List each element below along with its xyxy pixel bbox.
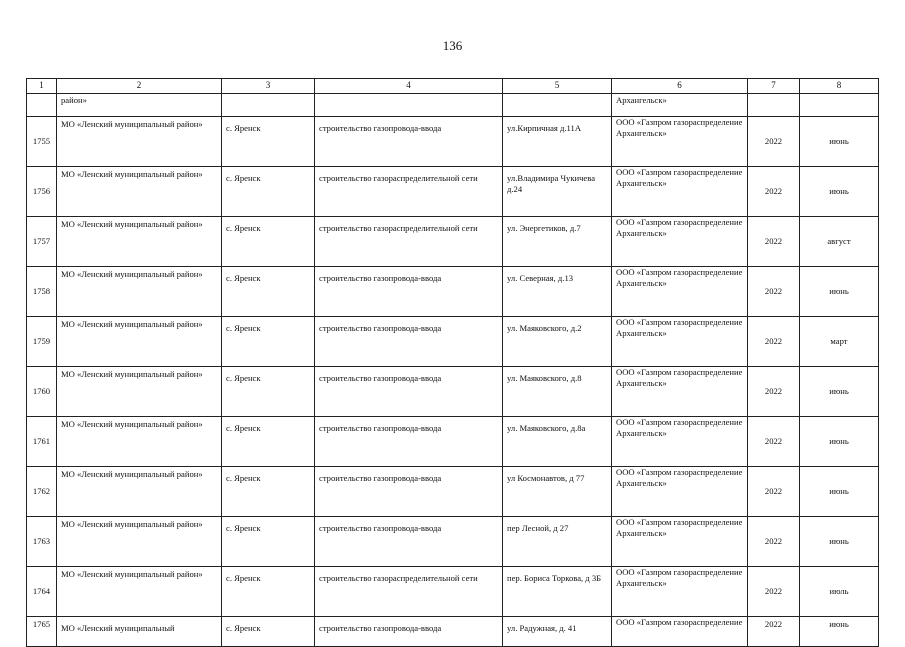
- column-number: 3: [222, 79, 315, 94]
- cell-municipality: район»: [57, 93, 222, 116]
- cell-organization: ООО «Газпром газораспределение Архангельск»: [612, 416, 748, 466]
- cell-locality: с. Яренск: [222, 266, 315, 316]
- cell-work: строительство газопровода-ввода: [315, 116, 503, 166]
- cell-no: [27, 93, 57, 116]
- cell-address: ул. Маяковского, д.2: [503, 316, 612, 366]
- table-row: [27, 266, 879, 316]
- cell-address: пер. Бориса Торкова, д 3Б: [503, 566, 612, 616]
- table-row: [27, 466, 879, 516]
- cell-locality: с. Яренск: [222, 366, 315, 416]
- cell-no: 1763: [27, 516, 57, 566]
- cell-month: июнь: [800, 166, 879, 216]
- cell-municipality: МО «Ленский муниципальный район»: [57, 266, 222, 316]
- table-body: [27, 79, 879, 647]
- cell-work: строительство газопровода-ввода: [315, 266, 503, 316]
- cell-locality: с. Яренск: [222, 116, 315, 166]
- column-number: 7: [748, 79, 800, 94]
- column-number: 4: [315, 79, 503, 94]
- cell-municipality: МО «Ленский муниципальный район»: [57, 366, 222, 416]
- cell-organization: ООО «Газпром газораспределение Архангельск»: [612, 266, 748, 316]
- table-row: [27, 216, 879, 266]
- column-number: 5: [503, 79, 612, 94]
- cell-no: 1760: [27, 366, 57, 416]
- cell-no: 1762: [27, 466, 57, 516]
- cell-no: 1758: [27, 266, 57, 316]
- cell-locality: с. Яренск: [222, 466, 315, 516]
- cell-organization: ООО «Газпром газораспределение Архангельск»: [612, 216, 748, 266]
- page-number: 136: [442, 38, 463, 53]
- column-number: 8: [800, 79, 879, 94]
- cell-work: [315, 93, 503, 116]
- cell-organization: ООО «Газпром газораспределение Архангельск»: [612, 316, 748, 366]
- cell-address: ул Космонавтов, д 77: [503, 466, 612, 516]
- cell-no: 1755: [27, 116, 57, 166]
- cell-year: [748, 93, 800, 116]
- cell-work: строительство газопровода-ввода: [315, 366, 503, 416]
- cell-municipality: МО «Ленский муниципальный район»: [57, 116, 222, 166]
- cell-municipality: МО «Ленский муниципальный район»: [57, 516, 222, 566]
- cell-locality: с. Яренск: [222, 416, 315, 466]
- cell-municipality: МО «Ленский муниципальный район»: [57, 316, 222, 366]
- cell-organization: ООО «Газпром газораспределение Архангельск»: [612, 166, 748, 216]
- column-number: 1: [27, 79, 57, 94]
- cell-address: пер Лесной, д 27: [503, 516, 612, 566]
- table-row: [27, 166, 879, 216]
- cell-work: строительство газопровода-ввода: [315, 416, 503, 466]
- cell-organization: Архангельск»: [612, 93, 748, 116]
- cell-month: июнь: [800, 466, 879, 516]
- cell-address: ул.Владимира Чукичева д.24: [503, 166, 612, 216]
- cell-organization: ООО «Газпром газораспределение Архангельск»: [612, 566, 748, 616]
- cell-no: 1761: [27, 416, 57, 466]
- cell-locality: с. Яренск: [222, 566, 315, 616]
- cell-municipality: МО «Ленский муниципальный район»: [57, 566, 222, 616]
- cell-organization: ООО «Газпром газораспределение Архангельск»: [612, 516, 748, 566]
- cell-municipality: МО «Ленский муниципальный: [57, 616, 222, 646]
- cell-month: [800, 93, 879, 116]
- cell-month: июнь: [800, 366, 879, 416]
- table-row: [27, 416, 879, 466]
- cell-no: 1764: [27, 566, 57, 616]
- table-row: [27, 116, 879, 166]
- cell-no: 1759: [27, 316, 57, 366]
- cell-municipality: МО «Ленский муниципальный район»: [57, 466, 222, 516]
- cell-address: ул. Энергетиков, д.7: [503, 216, 612, 266]
- table-row: [27, 566, 879, 616]
- cell-address: ул. Маяковского, д.8: [503, 366, 612, 416]
- cell-locality: с. Яренск: [222, 216, 315, 266]
- cell-municipality: МО «Ленский муниципальный район»: [57, 416, 222, 466]
- cell-year: 2022: [748, 416, 800, 466]
- continuation-row: [27, 93, 879, 116]
- cell-month: июнь: [800, 616, 879, 646]
- cell-work: строительство газопровода-ввода: [315, 316, 503, 366]
- cell-month: июль: [800, 566, 879, 616]
- cell-organization: ООО «Газпром газораспределение Архангельск»: [612, 466, 748, 516]
- cell-work: строительство газопровода-ввода: [315, 466, 503, 516]
- cell-month: август: [800, 216, 879, 266]
- cell-address: ул. Маяковского, д.8а: [503, 416, 612, 466]
- cell-locality: с. Яренск: [222, 516, 315, 566]
- cell-year: 2022: [748, 366, 800, 416]
- cell-work: строительство газораспределительной сети: [315, 216, 503, 266]
- cell-month: июнь: [800, 116, 879, 166]
- cell-month: июнь: [800, 516, 879, 566]
- cell-year: 2022: [748, 616, 800, 646]
- cell-year: 2022: [748, 466, 800, 516]
- cell-year: 2022: [748, 216, 800, 266]
- cell-year: 2022: [748, 116, 800, 166]
- cell-organization: ООО «Газпром газораспределение: [612, 616, 748, 646]
- cell-municipality: МО «Ленский муниципальный район»: [57, 216, 222, 266]
- cell-work: строительство газораспределительной сети: [315, 566, 503, 616]
- table-row: [27, 516, 879, 566]
- cell-locality: с. Яренск: [222, 166, 315, 216]
- cell-no: 1756: [27, 166, 57, 216]
- cell-organization: ООО «Газпром газораспределение Архангельск»: [612, 116, 748, 166]
- column-number-row: [27, 79, 879, 94]
- cell-year: 2022: [748, 566, 800, 616]
- cell-organization: ООО «Газпром газораспределение Архангельск»: [612, 366, 748, 416]
- cell-month: март: [800, 316, 879, 366]
- cell-locality: [222, 93, 315, 116]
- cell-address: ул.Кирпичная д.11А: [503, 116, 612, 166]
- cell-work: строительство газопровода-ввода: [315, 516, 503, 566]
- cell-year: 2022: [748, 166, 800, 216]
- cell-no: 1757: [27, 216, 57, 266]
- cell-no: 1765: [27, 616, 57, 646]
- cell-year: 2022: [748, 316, 800, 366]
- cell-locality: с. Яренск: [222, 316, 315, 366]
- cell-address: ул. Радужная, д. 41: [503, 616, 612, 646]
- cell-address: ул. Северная, д.13: [503, 266, 612, 316]
- cell-locality: с. Яренск: [222, 616, 315, 646]
- cell-year: 2022: [748, 516, 800, 566]
- cell-work: строительство газопровода-ввода: [315, 616, 503, 646]
- registry-table: [26, 78, 879, 647]
- table-row: [27, 366, 879, 416]
- cell-month: июнь: [800, 266, 879, 316]
- cell-month: июнь: [800, 416, 879, 466]
- table-row: [27, 316, 879, 366]
- cell-municipality: МО «Ленский муниципальный район»: [57, 166, 222, 216]
- cell-address: [503, 93, 612, 116]
- column-number: 6: [612, 79, 748, 94]
- cell-work: строительство газораспределительной сети: [315, 166, 503, 216]
- column-number: 2: [57, 79, 222, 94]
- cell-year: 2022: [748, 266, 800, 316]
- table-row: [27, 616, 879, 646]
